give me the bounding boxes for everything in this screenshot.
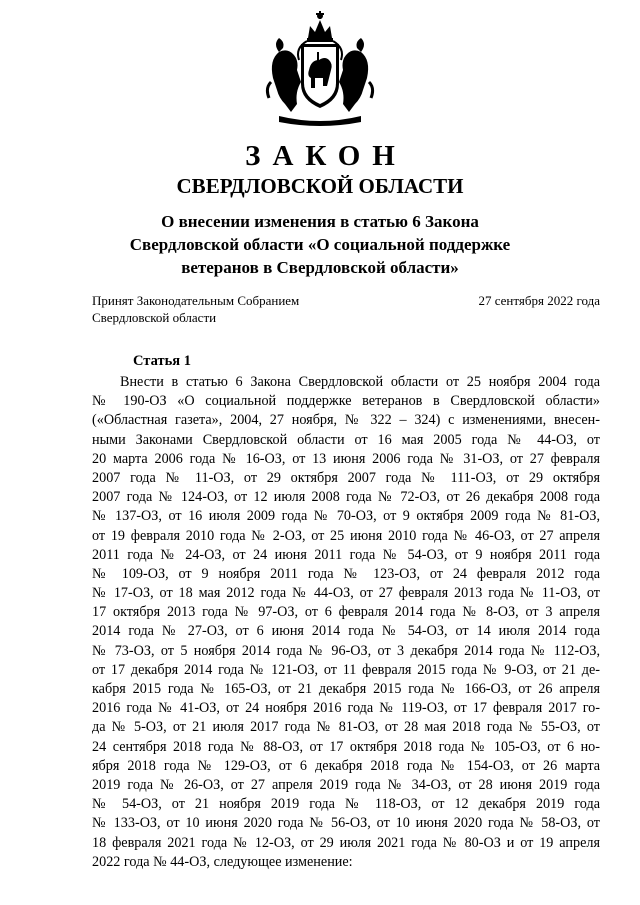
law-subject [0, 210, 640, 279]
body-line: Внести в статью 6 Закона Свердловской области от 25 ноября 2004 года [120, 374, 600, 390]
body-line: («Областная газета», 2004, 27 ноября, № 322 – 324) с изменениями, внесен- [92, 412, 600, 429]
body-line: 2016 года № 41-ОЗ, от 24 ноября 2016 года № 119-ОЗ, от 17 февраля 2017 го- [92, 700, 600, 717]
body-line: 24 сентября 2018 года № 88-ОЗ, от 17 октября 2018 года № 105-ОЗ, от 6 но- [92, 738, 600, 755]
subject-line: О внесении изменения в статью 6 Закона [161, 212, 479, 231]
body-line: 2014 года № 27-ОЗ, от 6 июня 2014 года № 54-ОЗ, от 14 июля 2014 года [92, 623, 600, 640]
article-title: Статья 1 [133, 353, 191, 369]
body-line: да № 5-ОЗ, от 21 июля 2017 года № 81-ОЗ, от 28 мая 2018 года № 55-ОЗ, от [92, 719, 600, 736]
body-line: № 73-ОЗ, от 5 ноября 2014 года № 96-ОЗ, от 3 декабря 2014 года № 112-ОЗ, [92, 642, 600, 659]
body-line: 2007 года № 11-ОЗ, от 29 октября 2007 года № 111-ОЗ, от 29 октября [92, 469, 600, 486]
body-line: ября 2018 года № 129-ОЗ, от 6 декабря 2018 года № 154-ОЗ, от 26 марта [92, 757, 600, 774]
body-line: 2019 года № 26-ОЗ, от 27 апреля 2019 года № 34-ОЗ, от 28 июня 2019 года [92, 776, 600, 793]
law-title: ЗАКОН [245, 140, 407, 172]
body-line: кабря 2015 года № 165-ОЗ, от 21 декабря 2015 года № 166-ОЗ, от 26 апреля [92, 681, 600, 697]
body-line: № 133-ОЗ, от 10 июня 2020 года № 56-ОЗ, от 10 июня 2020 года № 58-ОЗ, от [92, 815, 600, 832]
body-line: от 17 декабря 2014 года № 121-ОЗ, от 11 февраля 2015 года № 9-ОЗ, от 21 де- [92, 661, 600, 678]
article-body [92, 373, 600, 872]
region-title: СВЕРДЛОВСКОЙ ОБЛАСТИ [176, 174, 464, 198]
body-line: № 190-ОЗ «О социальной поддержке ветеранов в Свердловской области» [92, 393, 600, 410]
body-line: 2007 года № 124-ОЗ, от 12 июля 2008 года № 72-ОЗ, от 26 декабря 2008 года [92, 489, 600, 506]
coat-of-arms-icon [265, 8, 375, 130]
body-line: № 54-ОЗ, от 21 ноября 2019 года № 118-ОЗ, от 12 декабря 2019 года [92, 796, 600, 813]
body-line: № 17-ОЗ, от 18 мая 2012 года № 44-ОЗ, от 27 февраля 2013 года № 11-ОЗ, от [92, 585, 600, 602]
adoption-date: 27 сентября 2022 года [478, 293, 600, 308]
body-line: № 137-ОЗ, от 16 июля 2009 года № 70-ОЗ, от 9 октября 2009 года № 81-ОЗ, [92, 508, 600, 525]
subject-line: ветеранов в Свердловской области» [181, 258, 459, 277]
body-line: 20 марта 2006 года № 16-ОЗ, от 13 июня 2006 года № 31-ОЗ, от 27 февраля [92, 450, 600, 467]
body-line: от 19 февраля 2010 года № 2-ОЗ, от 25 июня 2010 года № 46-ОЗ, от 27 апреля [92, 527, 600, 544]
adoption-line: Принят Законодательным Собранием [92, 293, 300, 308]
body-line: 2011 года № 24-ОЗ, от 24 июня 2011 года № 54-ОЗ, от 9 ноября 2011 года [92, 546, 600, 563]
subject-line: Свердловской области «О социальной поддержке [129, 235, 511, 254]
body-line: ными Законами Свердловской области от 16 мая 2005 года № 44-ОЗ, от [92, 431, 600, 448]
body-line: 2022 года № 44-ОЗ, следующее изменение: [92, 853, 353, 870]
body-line: 17 октября 2013 года № 97-ОЗ, от 6 февраля 2014 года № 8-ОЗ, от 3 апреля [92, 604, 600, 621]
body-line: № 109-ОЗ, от 9 ноября 2011 года № 123-ОЗ, от 24 февраля 2012 года [92, 565, 600, 582]
adoption-body [92, 292, 299, 326]
body-line: 18 февраля 2021 года № 12-ОЗ, от 29 июля 2021 года № 80-ОЗ и от 19 апреля [92, 834, 600, 851]
adoption-line: Свердловской области [92, 310, 217, 325]
